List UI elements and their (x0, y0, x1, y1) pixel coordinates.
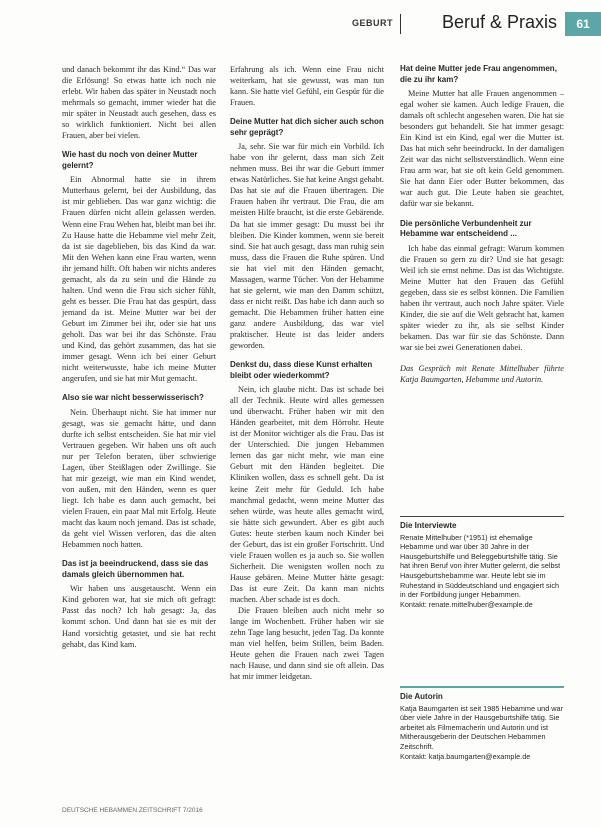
paragraph: Ja, sehr. Sie war für mich ein Vorbild. Ich habe von ihr gelernt, dass man sich Zeit nehmen muss. Bei ihr war die Geburt immer etwas Natürliches. Sie hat keine Angst gehabt. Das hat sie auf die Frauen übertragen. Die Frauen haben ihr vertraut. Die Frau, die am meisten Hilfe braucht, ist die erste Gebärende. Da hat sie immer gesagt: Du musst bei ihr bleiben. Die Kinder kommen, wenn sie bereit sind. Sie hat auch gesagt, dass man ruhig sein muss, dass die Frauen die Ruhe spüren. Und sie hat viel mit den Händen gemacht, Massagen, warme Tücher. Von der Hebamme hat sie gelernt, wie man den Damm schützt, dass er nicht reißt. Das habe ich dann auch so gemacht. Die Hebammen früher hatten eine ganz andere Ausbildung, das war viel praktischer. Heute ist das leider anders geworden. (230, 142, 384, 351)
page-number: 61 (565, 12, 601, 36)
box-contact: Kontakt: katja.baumgarten@example.de (400, 751, 531, 761)
paragraph: Ein Abnormal hatte sie in ihrem Mutterhaus gelernt, bei der Ausbildung, das ist mir geblieben. Das war ganz wichtig: die Frauen dürfen nicht allein gelassen werden. Wenn eine Frau Wehen hat, bleibt man bei ihr. Zu Hause hatte die Hebamme viel mehr Zeit, da ist sie dageblieben, bis das Kind da war. Mit den Wehen kann eine Frau warten, wenn ihr jemand hilft. Oft haben wir nichts anderes gemacht, als da zu sein und die Hände zu halten. Und wenn die Frau sich sicher fühlt, geht es besser. Die Frau hat das gespürt, dass jemand da ist. Meine Mutter war bei der Geburt im Zimmer bei ihr, oder sie hat uns geholt. Das war bei ihr das Schönste. Frau und Kind, das gehört zusammen, das hat sie immer gesagt. Wenn ich bei einer Geburt nicht weiterwusste, habe ich meine Mutter angerufen, und sie hat mir Mut gemacht. (62, 175, 216, 384)
author-box (400, 686, 564, 761)
box-rule (400, 516, 564, 517)
question: Deine Mutter hat dich sicher auch schon sehr geprägt? (230, 117, 384, 137)
box-body: Katja Baumgarten ist seit 1985 Hebamme und war über viele Jahre in der Hausgeburtshilfe tätig. Sie arbeitet als Filmemacherin und Autorin und ist Mitherausgeberin der Deutschen Hebammen Zeitschrift. (400, 703, 564, 751)
header-divider (400, 14, 401, 34)
paragraph: Meine Mutter hat alle Frauen angenommen – egal woher sie kamen. Auch ledige Frauen, die damals oft schlecht angesehen waren. Die hat sie besonders gut behandelt. Sie hat immer gesagt: Ein Kind ist ein Kind, egal wer die Mutter ist. Das hat mich sehr beeindruckt. In der damaligen Zeit war das nicht selbstverständlich. Wenn eine Frau arm war, hat sie oft kein Geld genommen. Sie hat dann Eier oder Butter bekommen, das war auch gut. Die Leute haben sie geachtet, dafür war sie bekannt. (400, 89, 564, 209)
page-header (0, 12, 601, 38)
box-rule (400, 686, 564, 688)
paragraph: und danach bekommt ihr das Kind.“ Das war die Erlösung! So etwas hatte ich noch nie erlebt. Wir haben das später in Neustadt noch mehrmals so gemacht, immer wieder hat die mir später in Neustadt auch gesehen, dass es so wirklich funktioniert. Nicht bei allen Frauen, aber bei vielen. (62, 65, 216, 141)
column-2 (230, 64, 384, 682)
question: Das ist ja beeindruckend, dass sie das damals gleich übernommen hat. (62, 559, 209, 579)
box-heading: Die Interviewte (400, 521, 457, 530)
paragraph: Nein, ich glaube nicht. Das ist schade bei all der Technik. Heute wird alles gemessen und überwacht. Früher haben wir mit den Händen gearbeitet, mit dem Hörrohr. Heute ist der Monitor wichtiger als die Frau. Das ist der Unterschied. Die jungen Hebammen lernen das gar nicht mehr, wie man eine Geburt mit den Händen begleitet. Die Kliniken wollen, dass es schnell geht. Da ist keine Zeit mehr für Geduld. Ich habe manchmal gedacht, wenn meine Mutter das sehen würde, was heute alles gemacht wird, sie hätte sich gewundert. Aber es gibt auch Gutes: heute sterben kaum noch Kinder bei der Geburt, das ist ein großer Fortschritt. Und viele Frauen wollen es ja auch so. Sie wollen Sicherheit. Die wenigsten wollen noch zu Hause gebären. Meine Mutter hätte gesagt: Das ist eure Zeit. Da kann man nichts machen. Aber schade ist es doch. (230, 385, 384, 604)
question: Denkst du, dass diese Kunst erhalten bleibt oder wiederkommt? (230, 360, 373, 380)
question: Also sie war nicht besserwisserisch? (62, 393, 204, 403)
paragraph: Die Frauen bleiben auch nicht mehr so lange im Wochenbett. Früher haben wir sie zehn Tage lang besucht, jeden Tag. Da konnte man viel helfen, beim Stillen, beim Baden. Heute gehen die Frauen nach zwei Tagen nach Hause, und dann sind sie oft allein. Das hat mir immer leidgetan. (230, 606, 384, 682)
interview-credit: Das Gespräch mit Renate Mittelhuber führte Katja Baumgarten, Hebamme und Autorin. (400, 363, 564, 385)
section-label: GEBURT (352, 18, 393, 28)
section-title: Beruf & Praxis (441, 12, 557, 32)
page-footer: DEUTSCHE HEBAMMEN ZEITSCHRIFT 7/2016 (62, 807, 203, 814)
question: Die persönliche Verbundenheit zur Hebamme war entscheidend ... (400, 218, 532, 239)
question: Hat deine Mutter jede Frau angenommen, die zu ihr kam? (400, 64, 557, 84)
column-3 (400, 64, 564, 385)
column-1 (62, 64, 216, 650)
box-contact: Kontakt: renate.mittelhuber@example.de (400, 599, 533, 609)
box-body: Renate Mittelhuber (*1951) ist ehemalige Hebamme und war über 30 Jahre in der Hausgeburtshilfe und Beleggeburtshilfe tätig. Sie hat ihren Beruf von ihrer Mutter gelernt, die selbst Hausgeburtshebamme war. Heute lebt sie im Ruhestand in Süddeutschland und engagiert sich in der Fortbildung junger Hebammen. (400, 532, 561, 600)
paragraph: Ich habe das einmal gefragt: Warum kommen die Frauen so gern zu dir? Und sie hat gesagt: Weil ich sie ernst nehme. Das ist das Wichtigste. Meine Mutter hat den Frauen das Gefühl gegeben, dass sie es selbst können. Die Familien haben ihr vertraut, auch noch Jahre später. Viele Kinder, die sie auf die Welt gebracht hat, kamen später wieder zu ihr, als sie selbst Kinder bekamen. Das war für sie das Schönste. Dann war sie bei zwei Generationen dabei. (400, 243, 564, 352)
paragraph: Erfahrung als ich. Wenn eine Frau nicht weiterkam, hat sie gewusst, was man tun kann. Sie hatte viel Gefühl, ein Gespür für die Frauen. (230, 65, 384, 108)
question: Wie hast du noch von deiner Mutter gelernt? (62, 150, 198, 170)
interviewee-box (400, 516, 564, 609)
box-heading: Die Autorin (400, 692, 443, 701)
paragraph: Nein. Überhaupt nicht. Sie hat immer nur gesagt, was sie gemacht hätte, und dann durfte ich selbst entscheiden. Sie hat mir viel Vertrauen gegeben. Wir haben uns oft auch nur per Telefon beraten, über schwierige Lagen, über Steißlagen oder Zwillinge. Sie hat mir gezeigt, wie man ein Kind wendet, von außen, mit den Händen, wenn es quer liegt. Ich habe es dann auch gemacht, bei vielen Frauen, ein paar Mal mit Erfolg. Heute macht das kaum noch jemand. Das ist schade, da geht viel Wissen verloren, das die alten Hebammen noch hatten. (62, 407, 216, 550)
paragraph: Wir haben uns ausgetauscht. Wenn ein Kind geboren war, hat sie mich oft gefragt: Passt das noch? Ich hab gesagt: Ja, das kommt schon. Und dann hat sie es mit der Hand vorsichtig getastet, und sie hat recht gehabt, das Kind kam. (62, 584, 216, 649)
